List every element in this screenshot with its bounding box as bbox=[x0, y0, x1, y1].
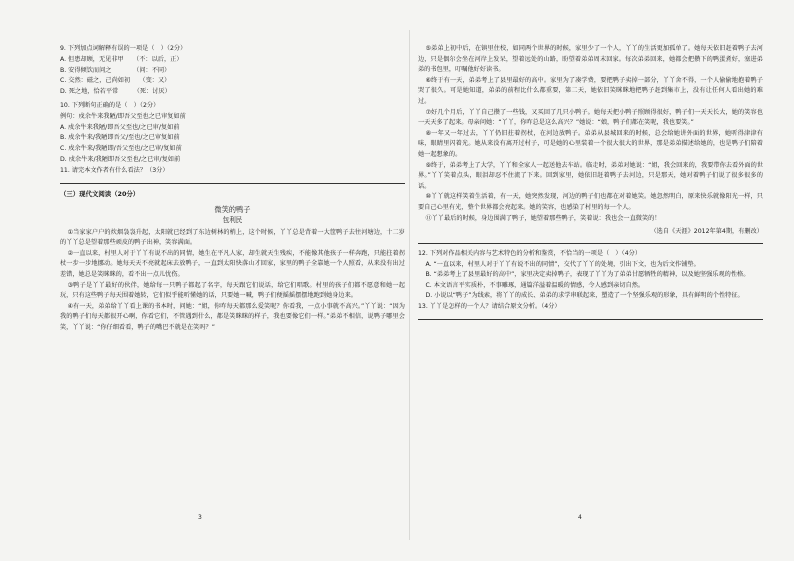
q10-option-d: D. 戍余牛来/我陋即吾父至也/之已审/复如前 bbox=[60, 155, 181, 163]
q10-option-c: C. 戍余牛来/我陋即/吾父至也/之已审/复如前 bbox=[60, 145, 182, 153]
section-rule bbox=[418, 243, 763, 244]
q9-option-b: B. 安得倾饮而问之 （问：不同） bbox=[60, 66, 171, 74]
q10-stem: 10. 下列断句正确的是（ ）（2分） bbox=[60, 101, 160, 109]
q12-option-d: D. 小说以“鸭子”为线索，将丫丫的成长、弟弟的求学串联起来，塑造了一个坚强乐观的形象，具有鲜明的个性特征。 bbox=[425, 292, 744, 300]
section-title: （三）现代文阅读（20分） bbox=[60, 189, 140, 198]
q9-stem: 9. 下列加点词解释有误的一项是（ ）（2分） bbox=[60, 45, 187, 52]
q10-example: 例句：戍余牛来我陋/即吾父至也之已审复如前 bbox=[60, 112, 186, 120]
q12-option-b: B. “弟弟考上了县里最好的高中”，家里决定卖掉鸭子，表现了丫丫为了弟弟甘愿牺牲的精神，以及她坚强乐观的性格。 bbox=[425, 271, 750, 279]
paragraph-5: ⑤弟弟上初中后，在镇里住校，如同两个世界的时候，家里少了一个人，丫丫的生活更加孤单了。她每天依旧赶着鸭子去河边，只是偶尔会坐在河岸上发呆，望着远处的山路，盼望着弟弟周末回家。每次弟弟回来，她都会把攒下的鸭蛋煮好，塞进弟弟的书包里，叮嘱他好好读书。 bbox=[418, 45, 763, 74]
q9-option-d: D. 死之地，恰若平常 （死：讨厌） bbox=[60, 88, 171, 96]
article-title: 微笑的鸭子 bbox=[214, 204, 251, 214]
q9-option-c: C. 交然：磁之，己尚如初 （变：又） bbox=[60, 77, 171, 85]
paragraph-10: ⑩丫丫就这样笑着生活着，有一天，她突然发现，河边的鸭子们也都在对着她笑。她忽然明白，原来快乐就像阳光一样，只要自己心里有光，整个世界都会亮起来。她的笑容，也感染了村里的每一个人。 bbox=[418, 193, 763, 211]
paragraph-8: ⑧一年又一年过去，丫丫仍旧拄着拐杖，在河边放鸭子。弟弟从县城回来的时候，总会给她讲外面的世界，她听得津津有味，眼睛里闪着光。她从来没有离开过村子，可是她的心里装着一个很大很大的世界，那是弟弟描述给她的，也是鸭子们陪着她一起想象的。 bbox=[418, 129, 763, 158]
q10-option-a: A. 戍余牛来我陋/即吾父至也/之已审/复如前 bbox=[60, 123, 180, 131]
paragraph-11: ⑪丫丫最后的时候，身边围满了鸭子，她望着那些鸭子，笑着说：我也会一直微笑的！ bbox=[425, 214, 661, 222]
q12-stem: 12. 下列对作品相关内容与艺术特色的分析和鉴赏，不恰当的一项是（ ）（4分） bbox=[418, 250, 642, 258]
paragraph-1: ①当家家户户的炊烟袅袅升起，太阳就已经到了东边树林的梢上，这个时候，丫丫总是背着一大筐鸭子去往河塘边，十二岁的丫丫总是望着那些顽皮的鸭子出神，笑容满面。 bbox=[60, 228, 405, 247]
paragraph-4: ④有一天，弟弟给丫丫看上课的书本时，问她：“姐，你咋每天都那么爱笑呢？你看我，一点小事就不高兴。”丫丫说：“因为我的鸭子们每天都很开心啊，你看它们，不管遇到什么，都是笑眯眯的样子，我也要像它们一样。”弟弟不相信，说鸭子哪里会笑，丫丫说：“你仔细看看，鸭子的嘴巴不就是在笑吗？” bbox=[60, 302, 405, 331]
paragraph-2: ②一直以来，村里人对于丫丫有说不出的同情，她生在平凡人家，却生就天生残疾，不能像其他孩子一样奔跑，只能拄着拐杖一步一步地挪动。她每天天不亮就起床去放鸭子，一直到太阳快落山才回家，家里的鸭子全靠她一个人照看，从来没有出过差错，她总是笑眯眯的，看不出一点儿忧伤。 bbox=[60, 249, 405, 278]
q12-option-c: C. 本文语言平实质朴，不事雕琢，通篇洋溢着温暖的情感，令人感到亲切自然。 bbox=[425, 281, 645, 289]
page-number-left: 3 bbox=[198, 514, 202, 521]
paragraph-7: ⑦好几个月后，丫丫自己攒了一些钱，又买回了几只小鸭子。她每天把小鸭子照顾得很好，鸭子们一天天长大，她的笑容也一天天多了起来。母亲问她：“丫丫，你咋总是这么高兴？”她说：“娘，鸭子们都在笑呢，我也要笑。” bbox=[418, 108, 763, 127]
page-number-right: 4 bbox=[578, 514, 582, 521]
page-divider bbox=[409, 30, 410, 540]
answer-line-q13 bbox=[418, 319, 763, 320]
paragraph-3: ③鸭子是丫丫最好的伙伴，她给每一只鸭子都起了名字，每天跟它们说话，给它们唱歌。村里的孩子们都不愿意和她一起玩，只有这些鸭子每天围着她转，它们似乎能听懂她的话，只要她一喊，鸭子们便摇摇摆摆地跑到她身边来。 bbox=[60, 281, 405, 300]
article-source: （选自《天涯》2012年第4期，有删改） bbox=[650, 228, 763, 236]
q10-option-b: B. 戍余牛来/我陋即吾父/至也/之已审复如前 bbox=[60, 134, 180, 142]
article-author: 包利民 bbox=[222, 215, 243, 224]
q9-option-a: A. 但患却顾，无见非甲 （不：以后，正） bbox=[60, 55, 183, 63]
q13-stem: 13. 丫丫是怎样的一个人？请结合原文分析。（4分） bbox=[418, 303, 561, 311]
left-page bbox=[60, 44, 405, 534]
answer-line bbox=[60, 183, 405, 184]
paragraph-6: ⑥终于有一天，弟弟考上了县里最好的高中。家里为了凑学费，要把鸭子卖掉一部分，丫丫舍不得，一个人偷偷地抱着鸭子哭了很久。可是她知道，弟弟的前程比什么都重要，第二天，她依旧笑眯眯地把鸭子赶到集市上，没有让任何人看出她的难过。 bbox=[418, 76, 763, 105]
q12-option-a: A. “一直以来，村里人对于丫丫有说不出的同情”，交代了丫丫的处境，引出下文，也为后文作铺垫。 bbox=[425, 260, 700, 268]
right-page bbox=[418, 44, 763, 534]
paragraph-9: ⑨终于，弟弟考上了大学，丫丫和全家人一起送他去车站。临走时，弟弟对她说：“姐，我会回来的，我要带你去看外面的世界。”丫丫笑着点头，眼泪却忍不住流了下来。回到家里，她依旧赶着鸭子去河边，只是那天，她对着鸭子们说了很多很多的话。 bbox=[418, 161, 763, 190]
q11-stem: 11. 请完本文作者有什么看法？（3分） bbox=[60, 166, 169, 174]
